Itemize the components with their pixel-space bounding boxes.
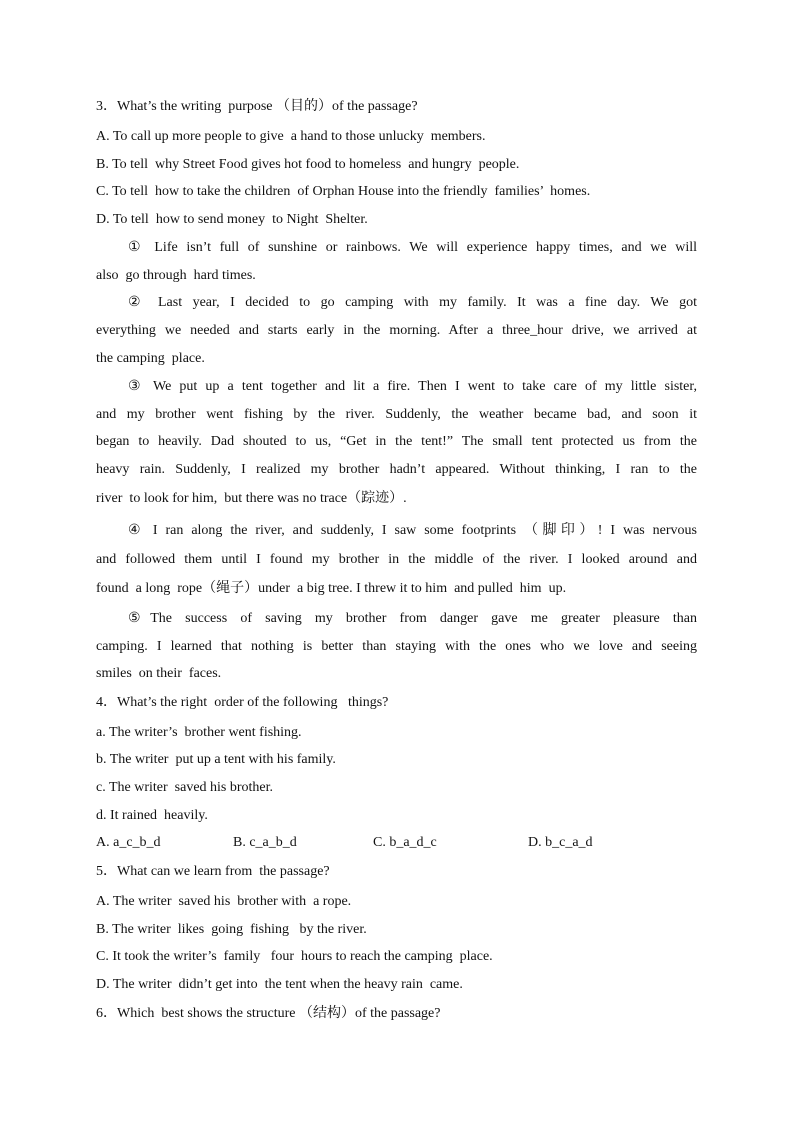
passage-paragraph-2-line-1: ② Last year, I decided to go camping with my family. It was a fine day. We got <box>128 295 697 310</box>
passage-paragraph-4-line-3: found a long rope（绳子）under a big tree. I threw it to him and pulled him up. <box>96 581 567 596</box>
question-4-item-a: a. The writer’s brother went fishing. <box>96 725 302 740</box>
passage-paragraph-3-line-1: ③ We put up a tent together and lit a fire. Then I went to take care of my little sister, <box>128 379 697 394</box>
question-4-option-d: D. b_c_a_d <box>528 835 593 850</box>
passage-paragraph-3-line-2: and my brother went fishing by the river. Suddenly, the weather became bad, and soon it <box>96 407 697 422</box>
passage-paragraph-2-line-3: the camping place. <box>96 351 205 366</box>
passage-paragraph-1-line-1: ① Life isn’t full of sunshine or rainbows. We will experience happy times, and we will <box>128 240 697 255</box>
question-3-option-d: D. To tell how to send money to Night Shelter. <box>96 212 368 227</box>
question-4-stem: 4．What’s the right order of the following things? <box>96 695 389 710</box>
question-4-item-b: b. The writer put up a tent with his family. <box>96 752 336 767</box>
question-4-option-c: C. b_a_d_c <box>373 835 437 850</box>
passage-paragraph-5-line-1: ⑤The success of saving my brother from danger gave me greater pleasure than <box>128 611 697 626</box>
question-5-option-b: B. The writer likes going fishing by the river. <box>96 922 367 937</box>
passage-paragraph-1-line-2: also go through hard times. <box>96 268 256 283</box>
question-4-item-d: d. It rained heavily. <box>96 808 208 823</box>
passage-paragraph-2-line-2: everything we needed and starts early in the morning. After a three_hour drive, we arrived at <box>96 323 697 338</box>
passage-paragraph-3-line-5: river to look for him, but there was no trace（踪迹）. <box>96 491 407 506</box>
question-5-option-a: A. The writer saved his brother with a rope. <box>96 894 352 909</box>
question-3-option-c: C. To tell how to take the children of Orphan House into the friendly families’ homes. <box>96 184 591 199</box>
question-3-option-b: B. To tell why Street Food gives hot food to homeless and hungry people. <box>96 157 520 172</box>
question-5-stem: 5．What can we learn from the passage? <box>96 864 330 879</box>
question-4-option-a: A. a_c_b_d <box>96 835 161 850</box>
question-6-stem: 6．Which best shows the structure （结构）of the passage? <box>96 1006 441 1021</box>
passage-paragraph-3-line-3: began to heavily. Dad shouted to us, “Get in the tent!” The small tent protected us from the <box>96 434 697 449</box>
question-5-option-d: D. The writer didn’t get into the tent when the heavy rain came. <box>96 977 463 992</box>
question-4-option-b: B. c_a_b_d <box>233 835 297 850</box>
question-5-option-c: C. It took the writer’s family four hours to reach the camping place. <box>96 949 493 964</box>
passage-paragraph-4-line-1: ④ I ran along the river, and suddenly, I saw some footprints （脚印）! I was nervous <box>128 523 697 538</box>
question-3-stem: 3．What’s the writing purpose （目的）of the passage? <box>96 99 418 114</box>
question-4-item-c: c. The writer saved his brother. <box>96 780 274 795</box>
passage-paragraph-4-line-2: and followed them until I found my brother in the middle of the river. I looked around and <box>96 552 697 567</box>
question-3-option-a: A. To call up more people to give a hand to those unlucky members. <box>96 129 486 144</box>
passage-paragraph-5-line-2: camping. I learned that nothing is better than staying with the ones who we love and seeing <box>96 639 697 654</box>
passage-paragraph-3-line-4: heavy rain. Suddenly, I realized my brother hadn’t appeared. Without thinking, I ran to the <box>96 462 697 477</box>
passage-paragraph-5-line-3: smiles on their faces. <box>96 666 222 681</box>
